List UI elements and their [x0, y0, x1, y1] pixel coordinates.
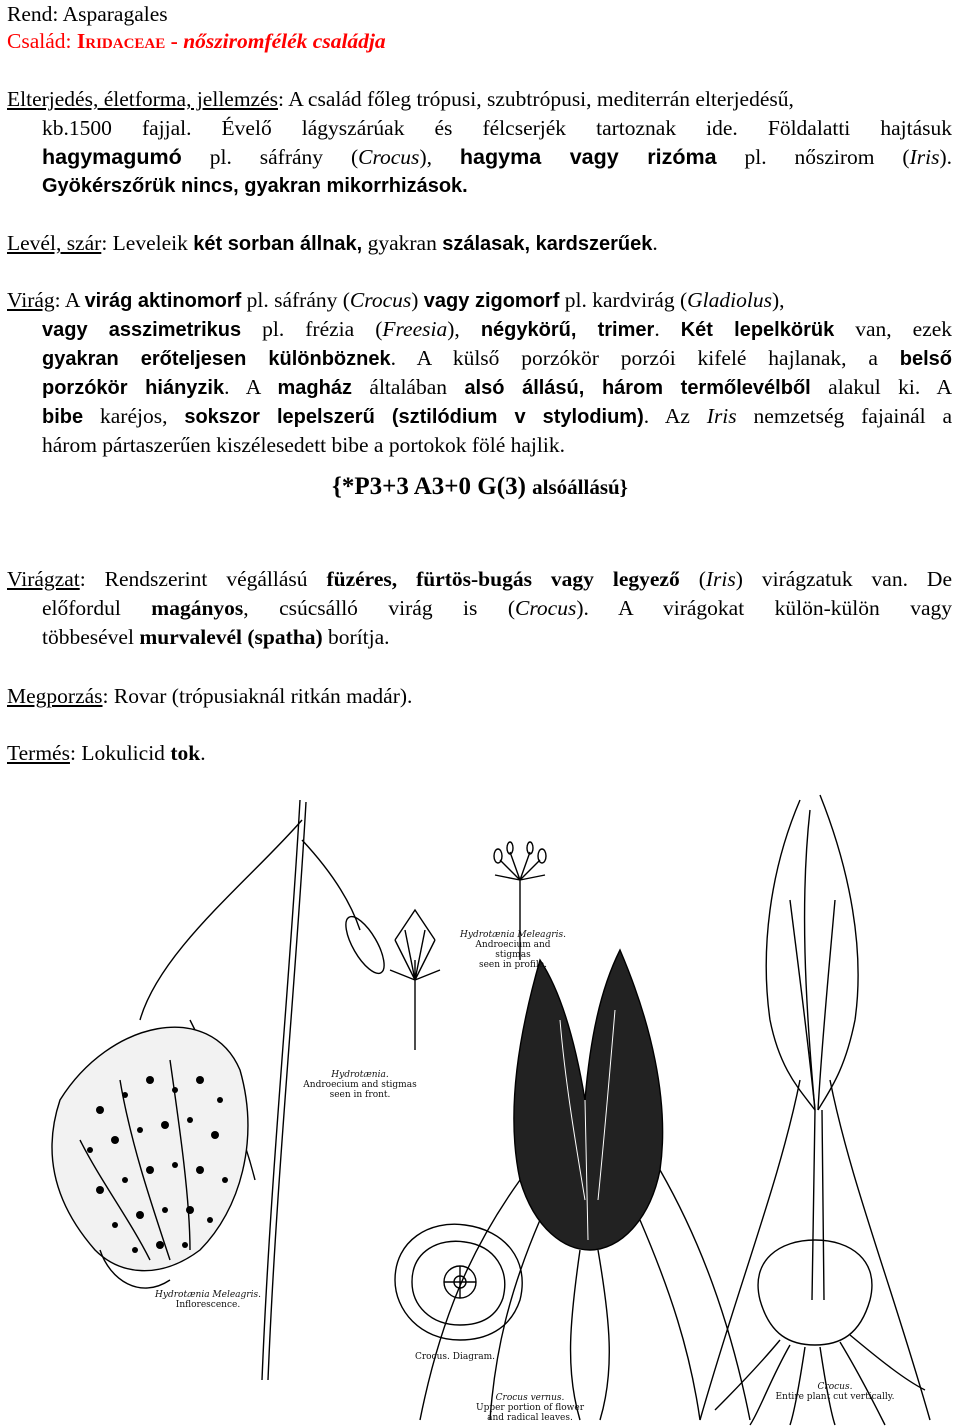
- caption-crocus-diagram: [395, 1352, 515, 1362]
- term-bibe: bibe: [42, 406, 84, 428]
- flower-text-a2: . A: [224, 375, 261, 399]
- androecium-front-drawing: [390, 910, 440, 1050]
- flower-paren-2: ),: [771, 288, 785, 312]
- infl-text-5: ). A virágokat külön-külön vagy: [576, 596, 952, 620]
- inflorescence-line-2: [42, 595, 952, 621]
- flower-text-frezia: pl. frézia (: [262, 317, 383, 341]
- caption-hydrotaenia-inflorescence: [148, 1290, 268, 1310]
- term-zigomorf: vagy zigomorf: [423, 290, 560, 312]
- flower-text-kulso: . A külső porzókör porzói kifelé hajlanak, a: [390, 346, 878, 370]
- term-porzokor-hianyzik: porzókör hiányzik: [42, 377, 225, 399]
- crocus-entire-plant-drawing: [700, 795, 930, 1425]
- inflorescence-line-3: [42, 624, 390, 650]
- caption-1-line-2: Androecium and stigmas: [475, 940, 551, 960]
- caption-2-line-3: seen in front.: [329, 1090, 391, 1100]
- order-label: Rend:: [7, 2, 59, 26]
- text-paren: ),: [419, 145, 432, 169]
- flower-paren-3: ),: [447, 317, 460, 341]
- term-maganyos: magányos: [151, 596, 244, 620]
- flower-text-az: . Az: [643, 404, 690, 428]
- taxon-freesia: Freesia: [382, 317, 448, 341]
- caption-crocus-entire: [770, 1382, 900, 1402]
- formula-suffix: alsóállású}: [532, 475, 628, 499]
- distribution-line-1: Elterjedés, életforma, jellemzés: A család főleg trópusi, szubtrópusi, mediterrán elterjedésű,: [7, 87, 794, 111]
- leaf-text-1: Leveleik: [112, 231, 188, 255]
- caption-4-title: Crocus. Diagram.: [414, 1352, 496, 1362]
- caption-1-title: Hydrotænia Meleagris.: [460, 930, 566, 940]
- caption-6-title: Crocus.: [817, 1382, 853, 1392]
- family-hungarian: nősziromfélék családja: [183, 29, 386, 53]
- term-fuzeres: füzéres, fürtös-bugás vagy legyező: [326, 567, 680, 591]
- flower-line-5: [42, 403, 952, 430]
- leaf-term-2: szálasak, kardszerűek: [442, 233, 653, 255]
- caption-5-line-3: and radical leaves.: [487, 1413, 573, 1423]
- term-asszimetrikus: vagy asszimetrikus: [42, 319, 242, 341]
- distribution-line-3: [42, 144, 952, 170]
- term-aktinomorf: virág aktinomorf: [84, 290, 242, 312]
- distribution-line-4: Gyökérszőrük nincs, gyakran mikorrhizások.: [42, 175, 468, 197]
- botanical-plate-illustration: [0, 780, 960, 1427]
- flower-text-nemzetseg: nemzetség fajainál a: [753, 404, 953, 428]
- infl-text-6: többesével: [42, 625, 134, 649]
- flower-text-alakul: alakul ki. A: [828, 375, 953, 399]
- term-lepelkor: Két lepelkörük: [680, 319, 835, 341]
- crocus-diagram-drawing: [395, 1224, 522, 1340]
- flower-text-kardvirag: pl. kardvirág (: [564, 288, 688, 312]
- caption-hydrotaenia-front: [300, 1070, 420, 1100]
- flower-label: Virág: [7, 288, 55, 312]
- crocus-vernus-drawing: [420, 950, 750, 1420]
- flower-line-2: [42, 316, 952, 343]
- term-negykoru: négykörű, trimer: [480, 319, 655, 341]
- leaf-dot: .: [652, 231, 658, 255]
- caption-hydrotaenia-profile: [458, 930, 568, 970]
- term-hagyma-rizoma: hagyma vagy rizóma: [459, 145, 717, 169]
- caption-5-line-2: Upper portion of flower: [475, 1403, 584, 1413]
- fruit-label: Termés: [7, 741, 70, 765]
- term-sztilodium: sokszor lepelszerű (sztilódium v stylodium): [184, 406, 644, 428]
- caption-6-line-2: Entire plant cut vertically.: [775, 1392, 895, 1402]
- infl-text-4: , csúcsálló virág is (: [243, 596, 516, 620]
- infl-text-1: Rendszerint végállású: [104, 567, 308, 591]
- text-paren-2: ).: [939, 145, 953, 169]
- flower-line-3: [42, 345, 952, 372]
- text-pl-noszirom: pl. nőszirom (: [744, 145, 910, 169]
- taxon-crocus-3: Crocus: [515, 596, 577, 620]
- flower-dot: .: [654, 317, 660, 341]
- caption-2-line-2: Androecium and stigmas: [303, 1080, 417, 1090]
- term-murvalevel: murvalevél (spatha): [139, 625, 323, 649]
- taxon-iris-2: Iris: [706, 404, 737, 428]
- term-belso: belső: [899, 348, 953, 370]
- distribution-label: Elterjedés, életforma, jellemzés: [7, 87, 279, 111]
- fruit-line: Termés: Lokulicid tok.: [7, 741, 206, 765]
- term-maghaz: magház: [277, 377, 352, 399]
- order-line: [7, 1, 168, 27]
- flower-line-1: Virág: A virág aktinomorf pl. sáfrány (Crocus) vagy zigomorf pl. kardvirág (Gladiolus),: [7, 288, 785, 312]
- term-hagymagumo: hagymagumó: [42, 145, 182, 169]
- infl-paren-open: (: [698, 567, 706, 591]
- infl-text-2: ) virágzatuk van. De: [735, 567, 953, 591]
- pollination-text: Rovar (trópusiaknál ritkán madár).: [113, 684, 413, 708]
- leaf-term-1: két sorban állnak,: [193, 233, 363, 255]
- caption-5-title: Crocus vernus.: [495, 1393, 565, 1403]
- term-also-allasu: alsó állású, három termőlevélből: [464, 377, 811, 399]
- order-value: Asparagales: [62, 2, 168, 26]
- pollination-line: Megporzás: Rovar (trópusiaknál ritkán madár).: [7, 684, 413, 708]
- text-pl-safrany: pl. sáfrány (: [209, 145, 359, 169]
- leaf-line: Levél, szár: Leveleik két sorban állnak, gyakran szálasak, kardszerűek.: [7, 231, 658, 255]
- inflorescence-label: Virágzat: [7, 567, 80, 591]
- formula-main: {*P3+3 A3+0 G(3): [332, 473, 526, 500]
- flower-text-pl: pl. sáfrány (: [246, 288, 350, 312]
- taxon-iris-3: Iris: [705, 567, 736, 591]
- distribution-text-1: A család főleg trópusi, szubtrópusi, mediterrán elterjedésű,: [288, 87, 794, 111]
- leaf-label: Levél, szár: [7, 231, 102, 255]
- fruit-text: Lokulicid: [81, 741, 165, 765]
- flower-text-van: van, ezek: [855, 317, 953, 341]
- flower-paren: ): [411, 288, 419, 312]
- taxon-iris: Iris: [909, 145, 940, 169]
- inflorescence-line-1: Virágzat: Rendszerint végállású füzéres, fürtös-bugás vagy legyező (Iris) virágzatuk van. De: [7, 567, 953, 591]
- flower-formula: [0, 473, 960, 501]
- infl-text-7: borítja.: [328, 625, 390, 649]
- caption-crocus-vernus: [470, 1393, 590, 1423]
- taxon-gladiolus: Gladiolus: [687, 288, 772, 312]
- caption-3-line-2: Inflorescence.: [175, 1300, 241, 1310]
- flower-text-karejos: karéjos,: [100, 404, 168, 428]
- flower-line-6: három pártaszerűen kiszélesedett bibe a portokok fölé hajlik.: [42, 433, 565, 457]
- flower-line-4: [42, 374, 952, 401]
- caption-3-title: Hydrotænia Meleagris.: [155, 1290, 261, 1300]
- family-name: Iridaceae: [76, 29, 166, 53]
- taxon-crocus-2: Crocus: [349, 288, 412, 312]
- term-kulonboznek: gyakran erőteljesen különböznek: [42, 348, 391, 370]
- caption-1-line-3: seen in profile.: [478, 960, 547, 970]
- family-sep: -: [165, 29, 184, 53]
- infl-text-3: előfordul: [42, 596, 121, 620]
- caption-2-title: Hydrotænia.: [331, 1070, 389, 1080]
- pollination-label: Megporzás: [7, 684, 103, 708]
- leaf-text-2: gyakran: [367, 231, 437, 255]
- taxon-crocus: Crocus: [358, 145, 420, 169]
- distribution-line-2: kb.1500 fajjal. Évelő lágyszárúak és félcserjék tartoznak ide. Földalatti hajtásuk: [42, 116, 952, 140]
- term-tok: tok: [170, 741, 201, 765]
- fruit-dot: .: [200, 741, 206, 765]
- flower-text-altalaban: általában: [369, 375, 447, 399]
- family-line: [7, 28, 386, 54]
- flower-text-a: A: [64, 288, 80, 312]
- family-label: Család:: [7, 29, 72, 53]
